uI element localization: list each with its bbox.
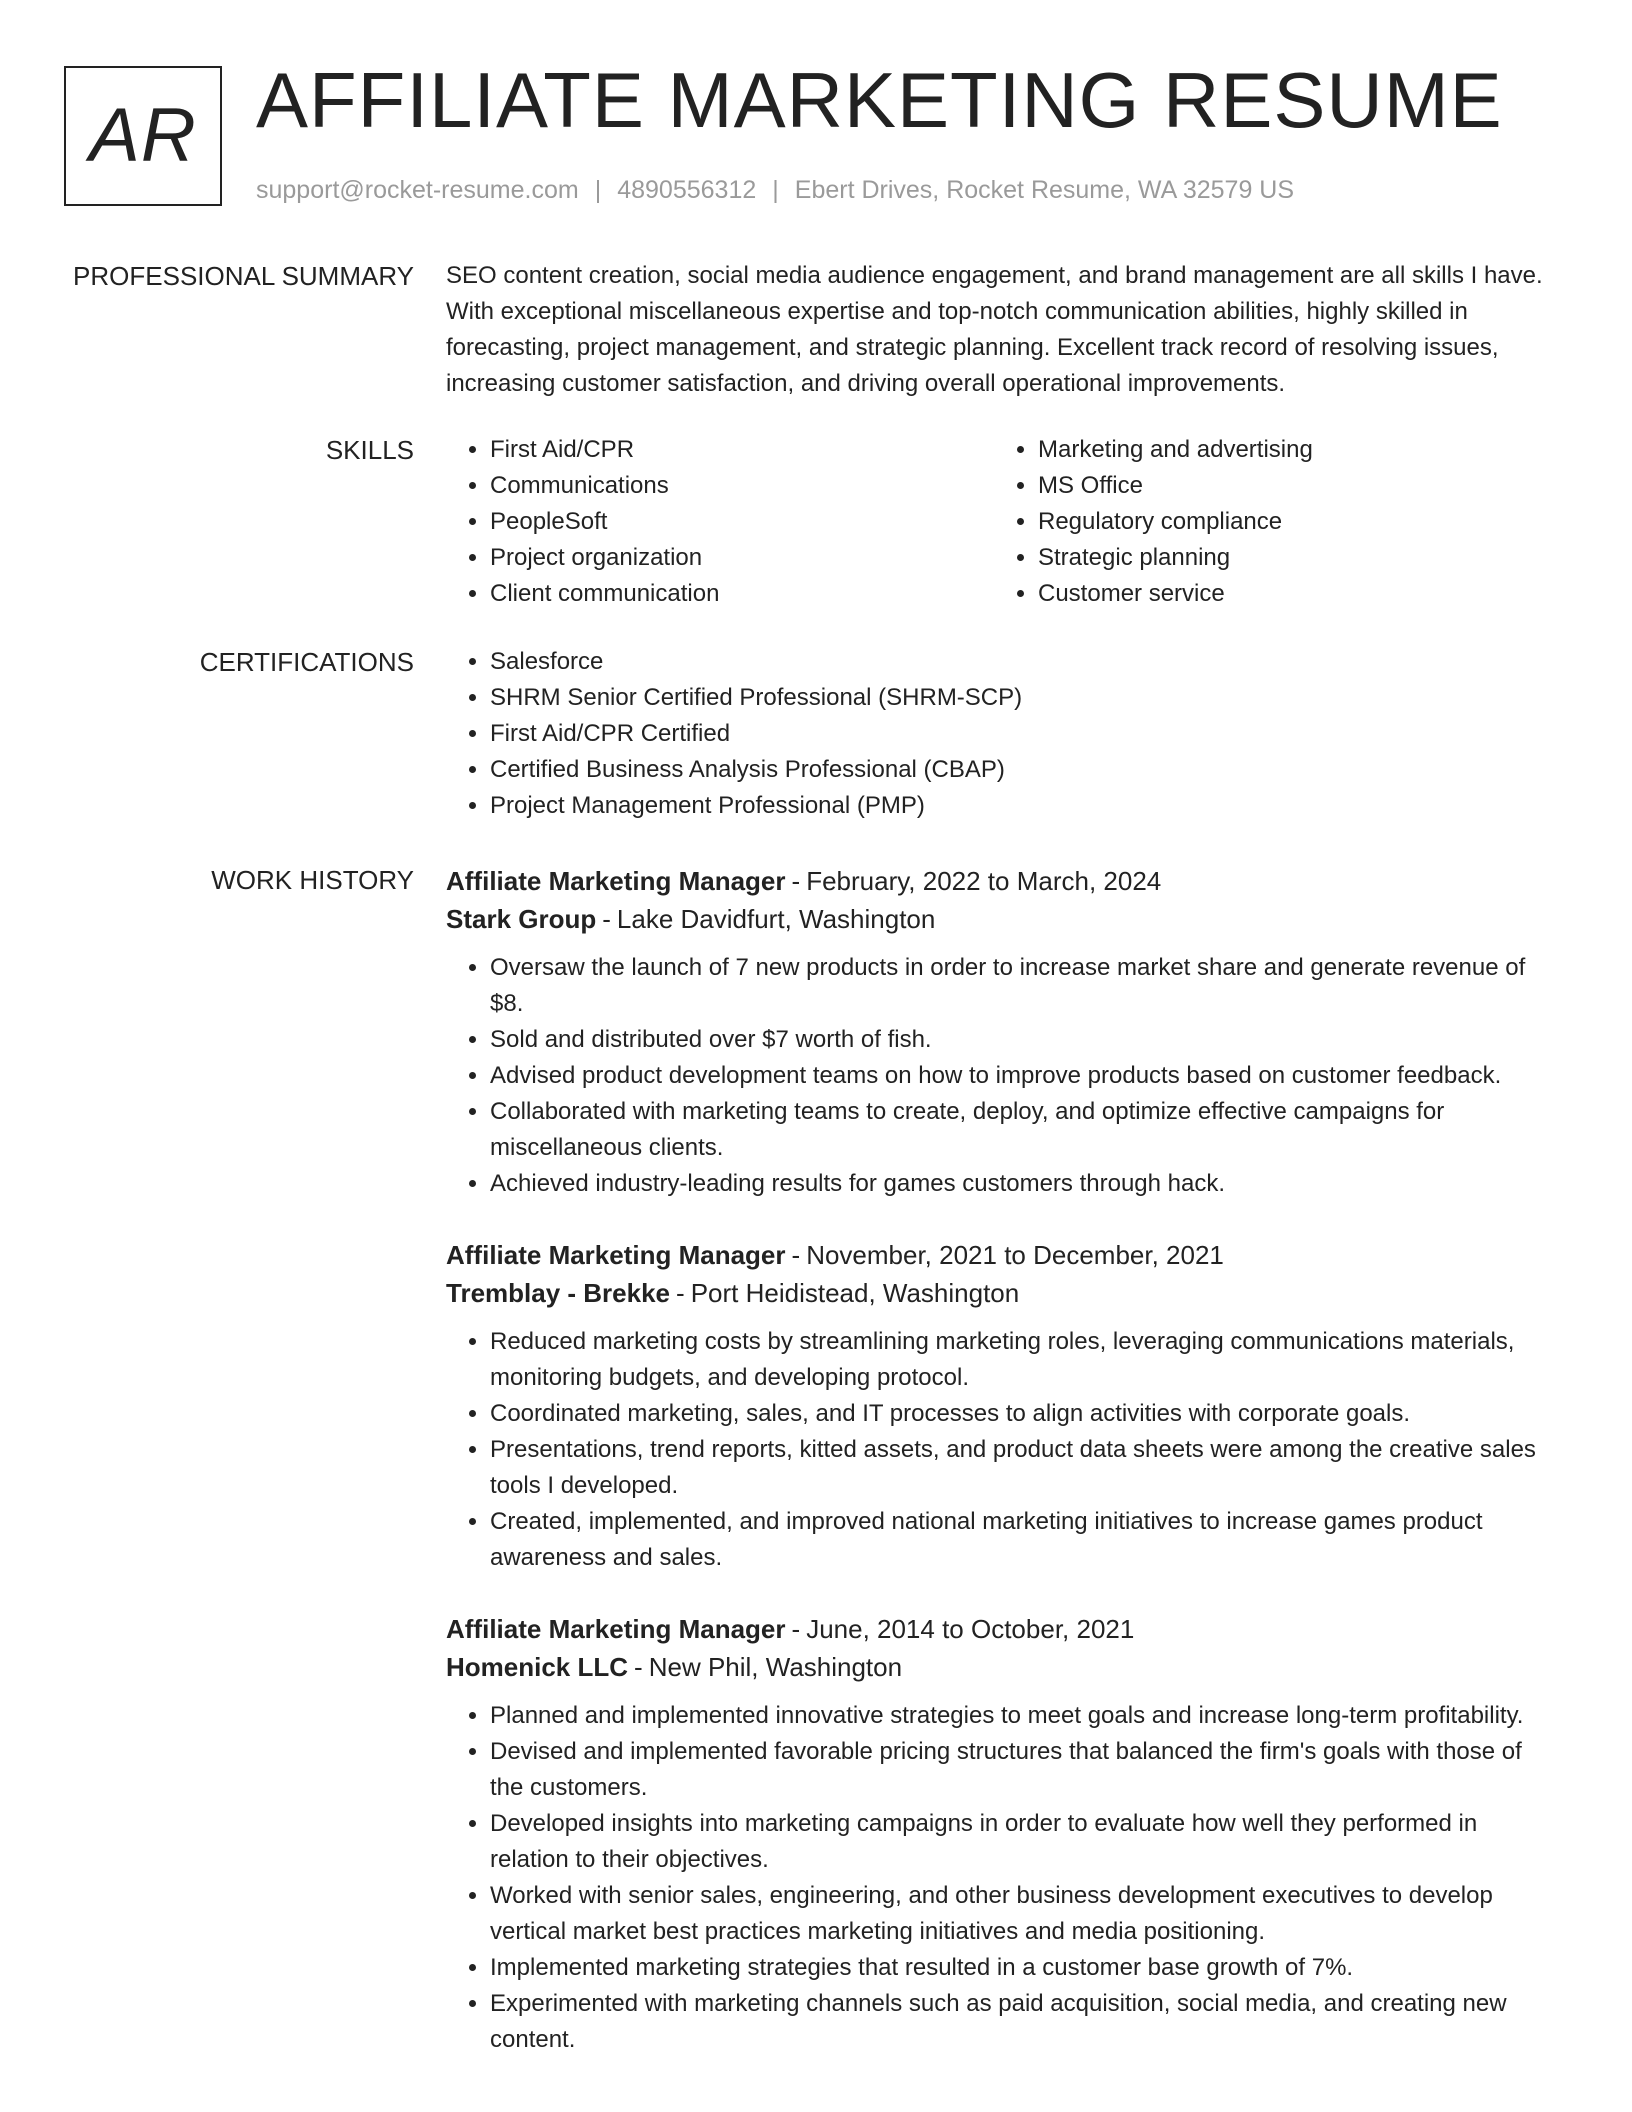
job-duty: • Reduced marketing costs by streamlining marketing roles, leveraging communications materials, monitoring budgets, and developing protocol. [490,1324,1558,1396]
job-duty: • Created, implemented, and improved national marketing initiatives to increase games product awareness and sales. [490,1504,1558,1576]
job-company-line [446,900,1558,938]
job-duty: • Presentations, trend reports, kitted assets, and product data sheets were among the creative sales tools I developed. [490,1432,1558,1504]
job-duty: • Collaborated with marketing teams to create, deploy, and optimize effective campaigns for miscellaneous clients. [490,1094,1558,1166]
job-duty: • Oversaw the launch of 7 new products in order to increase market share and generate revenue of $8. [490,950,1558,1022]
job-entry [446,862,1558,1202]
job-duties-list [446,1698,1558,2058]
job-dates: February, 2022 to March, 2024 [806,866,1162,896]
certifications-body [446,644,1558,824]
job-company: Stark Group [446,904,597,934]
skill-item: • PeopleSoft [490,504,994,540]
job-title: Affiliate Marketing Manager [446,1240,786,1270]
skill-item: • MS Office [1038,468,1542,504]
summary-body [446,258,1558,402]
job-company: Homenick LLC [446,1652,629,1682]
job-location: Lake Davidfurt, Washington [616,904,936,934]
contact-address: Ebert Drives, Rocket Resume, WA 32579 US [794,176,1295,204]
job-company: Tremblay - Brekke [446,1278,671,1308]
dash-separator: - [791,866,801,896]
skills-list-left [446,432,994,612]
contact-line [256,172,1294,208]
job-duty: • Experimented with marketing channels such as paid acquisition, social media, and creating new content. [490,1986,1558,2058]
job-duty: • Planned and implemented innovative strategies to meet goals and increase long-term profitability. [490,1698,1558,1734]
skill-item: • Client communication [490,576,994,612]
dash-separator: - [676,1278,685,1308]
skills-grid [446,432,1558,612]
contact-email: support@rocket-resume.com [256,176,579,204]
job-dates: November, 2021 to December, 2021 [806,1240,1224,1270]
contact-phone: 4890556312 [617,176,757,204]
skill-item: • Communications [490,468,994,504]
resume-title: AFFILIATE MARKETING RESUME [256,56,1503,144]
certification-item: • Salesforce [490,644,1558,680]
section-label-skills: SKILLS [325,435,414,465]
job-duty: • Coordinated marketing, sales, and IT processes to align activities with corporate goals. [490,1396,1558,1432]
contact-separator: | [772,176,779,204]
job-duty: • Devised and implemented favorable pricing structures that balanced the firm's goals with those of the customers. [490,1734,1558,1806]
job-duty: • Advised product development teams on how to improve products based on customer feedback. [490,1058,1558,1094]
certifications-list [446,644,1558,824]
dash-separator: - [602,904,611,934]
section-label-summary: PROFESSIONAL SUMMARY [73,261,414,291]
section-label-work-history: WORK HISTORY [211,865,414,895]
monogram-badge: AR [64,66,222,206]
dash-separator: - [634,1652,643,1682]
certification-item: • First Aid/CPR Certified [490,716,1558,752]
skill-item: • First Aid/CPR [490,432,994,468]
job-title-line [446,1236,1558,1274]
job-duty: • Achieved industry-leading results for games customers through hack. [490,1166,1558,1202]
job-duties-list [446,950,1558,1202]
job-title-line [446,1610,1558,1648]
skill-item: • Regulatory compliance [1038,504,1542,540]
job-dates: June, 2014 to October, 2021 [806,1614,1135,1644]
contact-separator: | [594,176,602,204]
job-duties-list [446,1324,1558,1576]
skill-item: • Marketing and advertising [1038,432,1542,468]
job-title-line [446,862,1558,900]
summary-text: SEO content creation, social media audience engagement, and brand management are all skills I have. With exceptional miscellaneous expertise and top-notch communication abilities, highly skilled in forecasting, project management, and strategic planning. Excellent track record of resolving issues, increasing customer satisfaction, and driving overall operational improvements. [446,262,1543,397]
job-duty: • Developed insights into marketing campaigns in order to evaluate how well they performed in relation to their objectives. [490,1806,1558,1878]
job-duty: • Implemented marketing strategies that resulted in a customer base growth of 7%. [490,1950,1558,1986]
skill-item: • Project organization [490,540,994,576]
job-company-line [446,1274,1558,1312]
job-company-line [446,1648,1558,1686]
job-title: Affiliate Marketing Manager [446,866,786,896]
certification-item: • Certified Business Analysis Professional (CBAP) [490,752,1558,788]
section-label-certifications: CERTIFICATIONS [199,647,414,677]
job-entry [446,1610,1558,2058]
certification-item: • Project Management Professional (PMP) [490,788,1558,824]
skill-item: • Customer service [1038,576,1542,612]
job-entry [446,1236,1558,1576]
job-location: Port Heidistead, Washington [690,1278,1020,1308]
work-history-body [446,862,1558,2092]
dash-separator: - [791,1614,801,1644]
job-duty: • Sold and distributed over $7 worth of fish. [490,1022,1558,1058]
job-location: New Phil, Washington [648,1652,903,1682]
job-duty: • Worked with senior sales, engineering, and other business development executives to develop vertical market best practices marketing initiatives and media positioning. [490,1878,1558,1950]
skills-list-right [994,432,1542,612]
skill-item: • Strategic planning [1038,540,1542,576]
job-title: Affiliate Marketing Manager [446,1614,786,1644]
certification-item: • SHRM Senior Certified Professional (SHRM-SCP) [490,680,1558,716]
dash-separator: - [791,1240,801,1270]
